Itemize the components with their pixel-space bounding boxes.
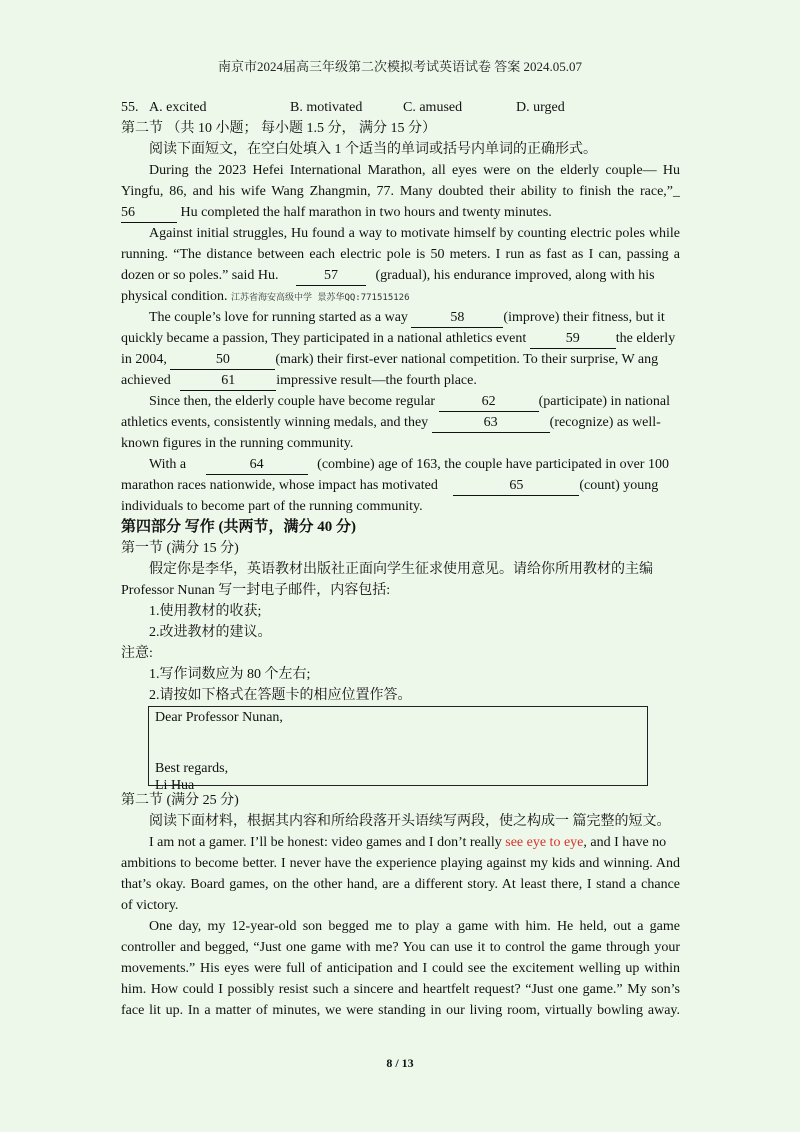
story-line: that’s okay. Board games, on the other hand, are a different story. At least there, I stand a chance bbox=[121, 877, 680, 892]
blank-62: 62 bbox=[439, 394, 539, 412]
option-c: C. amused bbox=[403, 100, 463, 115]
passage-line: in 2004, 50 (mark) their first-ever national competition. To their surprise, W ang bbox=[121, 349, 680, 370]
task-text: 假定你是李华，英语教材出版社正面向学生征求使用意见。请给你所用教材的主编 bbox=[149, 562, 653, 577]
blank-59: 59 bbox=[530, 331, 616, 349]
option-a: A. excited bbox=[149, 100, 207, 115]
task-item: 2.改进教材的建议。 bbox=[149, 625, 272, 640]
section-2-instruction: 阅读下面短文，在空白处填入 1 个适当的单词或括号内单词的正确形式。 bbox=[149, 142, 597, 157]
passage-line: During the 2023 Hefei International Marathon, all eyes were on the elderly couple— Hu bbox=[149, 163, 680, 178]
option-b: B. motivated bbox=[290, 100, 363, 115]
task-item: 1.使用教材的收获; bbox=[149, 604, 262, 619]
letter-signature: Li Hua bbox=[155, 778, 195, 793]
passage-line: running. “The distance between each electric pole is 50 meters. I run as fast as I can, passing a bbox=[121, 247, 680, 262]
answer-format-box bbox=[148, 706, 648, 793]
passage-line: Since then, the elderly couple have become regular 62 (participate) in national bbox=[121, 391, 680, 412]
passage-line: quickly became a passion, They participated in a national athletics event 59 the elderly bbox=[121, 328, 680, 349]
question-55-options bbox=[121, 97, 680, 118]
story-line: controller and begged, “Just one game with me? You can use it to control the game through your bbox=[121, 940, 680, 955]
passage-line: athletics events, consistently winning medals, and they 63 (recognize) as well- bbox=[121, 412, 680, 433]
passage-line: Yingfu, 86, and his wife Wang Zhangmin, 77. Many doubted their ability to finish the race,”_ bbox=[121, 184, 680, 199]
blank-50: 50 bbox=[170, 352, 275, 370]
section-1-title: 第一节 (满分 15 分) bbox=[121, 541, 239, 556]
blank-56: 56 bbox=[121, 205, 177, 223]
passage-line: known figures in the running community. bbox=[121, 436, 354, 451]
blank-61: 61 bbox=[180, 373, 276, 391]
page-number: 8 / 13 bbox=[386, 1056, 414, 1070]
task-text: Professor Nunan 写一封电子邮件，内容包括: bbox=[121, 583, 391, 598]
blank-58: 58 bbox=[411, 310, 503, 328]
blank-57: 57 bbox=[296, 268, 366, 286]
question-number: 55. bbox=[121, 100, 139, 115]
passage-line: Against initial struggles, Hu found a way to motivate himself by counting electric poles while bbox=[149, 226, 680, 241]
note-item: 1.写作词数应为 80 个左右; bbox=[149, 667, 311, 682]
story-line: I am not a gamer. I’ll be honest: video games and I don’t really see eye to eye, and I have no bbox=[149, 835, 667, 850]
passage-line: dozen or so poles.” said Hu. 57 (gradual), his endurance improved, along with his bbox=[121, 265, 680, 286]
passage-line: With a 64 (combine) age of 163, the couple have participated in over 100 bbox=[121, 454, 680, 475]
blank-65: 65 bbox=[453, 478, 579, 496]
section-2-writing bbox=[121, 790, 680, 1021]
story-line: of victory. bbox=[121, 898, 179, 913]
story-line: movements.” His eyes were full of anticipation and I could see the excitement welling up within bbox=[121, 961, 680, 976]
story-line: One day, my 12-year-old son begged me to play a game with him. He held, out a game bbox=[149, 919, 680, 934]
section-2-title: 第二节 （共 10 小题； 每小题 1.5 分， 满分 15 分） bbox=[121, 121, 436, 136]
page-content bbox=[121, 97, 680, 706]
passage-line: 56 Hu completed the half marathon in two hours and twenty minutes. bbox=[121, 202, 680, 223]
story-line: him. How could I possibly resist such a sincere and heartfelt request? “Just one game.” My son’s bbox=[121, 982, 680, 997]
note-label: 注意: bbox=[121, 646, 153, 661]
blank-64: 64 bbox=[206, 457, 308, 475]
story-line: face lit up. In a matter of minutes, we were standing in our living room, virtually bowling away. bbox=[121, 1003, 680, 1018]
section-2-writing-instruction: 阅读下面材料，根据其内容和所给段落开头语续写两段，使之构成一 篇完整的短文。 bbox=[149, 814, 671, 829]
option-d: D. urged bbox=[516, 100, 565, 115]
letter-greeting: Dear Professor Nunan, bbox=[155, 710, 283, 725]
story-line: ambitions to become better. I never have the experience playing against my kids and winning. And bbox=[121, 856, 680, 871]
passage-line: marathon races nationwide, whose impact has motivated 65 (count) young bbox=[121, 475, 680, 496]
watermark-note: 江苏省海安高级中学 景苏华QQ:771515126 bbox=[231, 293, 410, 303]
highlighted-phrase: see eye to eye bbox=[505, 835, 584, 850]
passage-line: achieved 61 impressive result—the fourth place. bbox=[121, 370, 680, 391]
letter-closing: Best regards, bbox=[155, 761, 229, 776]
blank-63: 63 bbox=[432, 415, 550, 433]
section-2-writing-title: 第二节 (满分 25 分) bbox=[121, 793, 239, 808]
part-4-title: 第四部分 写作 (共两节，满分 40 分) bbox=[121, 519, 356, 535]
page-header: 南京市2024届高三年级第二次模拟考试英语试卷 答案 2024.05.07 bbox=[217, 59, 582, 74]
note-item: 2.请按如下格式在答题卡的相应位置作答。 bbox=[149, 688, 412, 703]
passage-line: The couple’s love for running started as a way 58 (improve) their fitness, but it bbox=[121, 307, 680, 328]
passage-line: individuals to become part of the running community. bbox=[121, 499, 423, 514]
passage-line: physical condition. 江苏省海安高级中学 景苏华QQ:771515126 bbox=[121, 289, 410, 304]
